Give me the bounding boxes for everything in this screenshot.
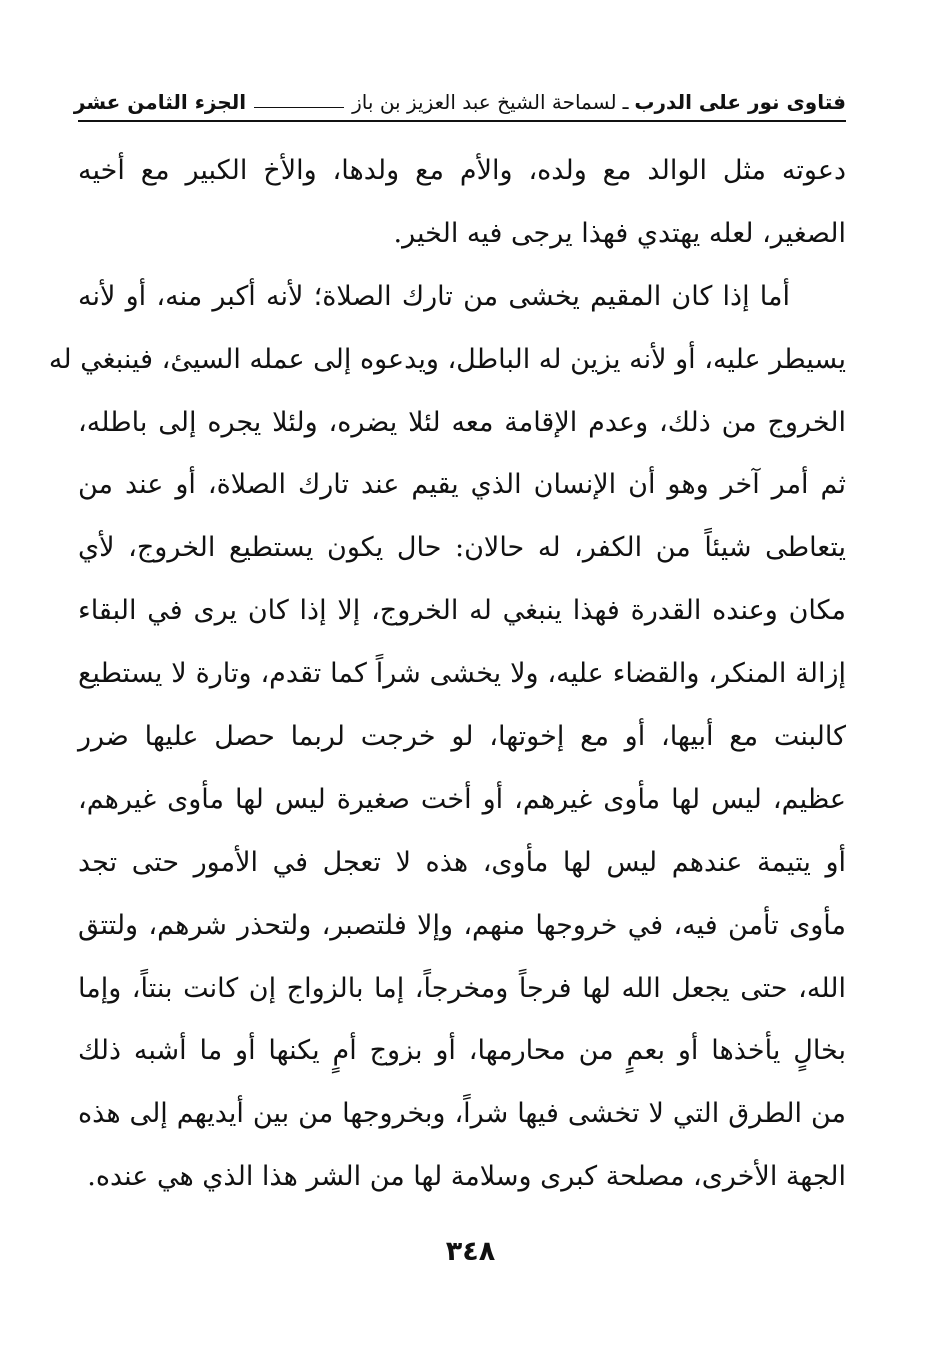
- text-line: الخروج من ذلك، وعدم الإقامة معه لئلا يضره، ولئلا يجره إلى باطله،: [78, 406, 846, 438]
- text-line: مأوى تأمن فيه، في خروجها منهم، وإلا فلتصبر، ولتحذر شرهم، ولتتق: [78, 909, 846, 941]
- header-rule: [254, 107, 344, 108]
- part-title: الجزء الثامن عشر: [73, 90, 247, 114]
- book-title: فتاوى نور على الدرب: [634, 90, 846, 114]
- text-line: مكان وعنده القدرة فهذا ينبغي له الخروج، إلا إذا كان يرى في البقاء: [78, 595, 846, 627]
- text-line: يسيطر عليه، أو لأنه يزين له الباطل، ويدعوه إلى عمله السيئ، فينبغي له: [48, 343, 846, 375]
- header-part-group: [74, 88, 352, 116]
- header-title-group: [352, 88, 846, 116]
- running-header: [73, 78, 846, 122]
- header-separator: ـ: [622, 90, 629, 114]
- text-line: إزالة المنكر، والقضاء عليه، ولا يخشى شراً كما تقدم، وتارة لا يستطيع: [78, 658, 846, 690]
- text-line: الصغير، لعله يهتدي فهذا يرجى فيه الخير.: [393, 217, 846, 249]
- body-text: [48, 140, 846, 1209]
- text-line: أو يتيمة عندهم ليس لها مأوى، هذه لا تعجل في الأمور حتى تجد: [78, 846, 846, 878]
- text-line: ثم أمر آخر وهو أن الإنسان الذي يقيم عند تارك الصلاة، أو عند من: [78, 469, 846, 501]
- text-line: كالبنت مع أبيها، أو مع إخوتها، لو خرجت لربما حصل عليها ضرر: [78, 721, 846, 753]
- page-number: ٣٤٨: [445, 1236, 496, 1267]
- text-line: أما إذا كان المقيم يخشى من تارك الصلاة؛ لأنه أكبر منه، أو لأنه: [78, 280, 790, 312]
- text-line: يتعاطى شيئاً من الكفر، له حالان: حال يكون يستطيع الخروج، لأي: [78, 532, 846, 564]
- text-line: بخالٍ يأخذها أو بعمٍ من محارمها، أو بزوج أمٍ يكنها أو ما أشبه ذلك: [78, 1035, 846, 1067]
- text-line: عظيم، ليس لها مأوى غيرهم، أو أخت صغيرة ليس لها مأوى غيرهم،: [78, 783, 846, 815]
- text-line: من الطرق التي لا تخشى فيها شراً، وبخروجها من بين أيديهم إلى هذه: [78, 1098, 846, 1130]
- author-name: لسماحة الشيخ عبد العزيز بن باز: [352, 90, 617, 114]
- text-line: الله، حتى يجعل الله لها فرجاً ومخرجاً، إما بالزواج إن كانت بنتاً، وإما: [78, 972, 846, 1004]
- text-line: الجهة الأخرى، مصلحة كبرى وسلامة لها من الشر هذا الذي هي عنده.: [87, 1161, 846, 1193]
- text-line: دعوته مثل الوالد مع ولده، والأم مع ولدها، والأخ الكبير مع أخيه: [78, 155, 846, 186]
